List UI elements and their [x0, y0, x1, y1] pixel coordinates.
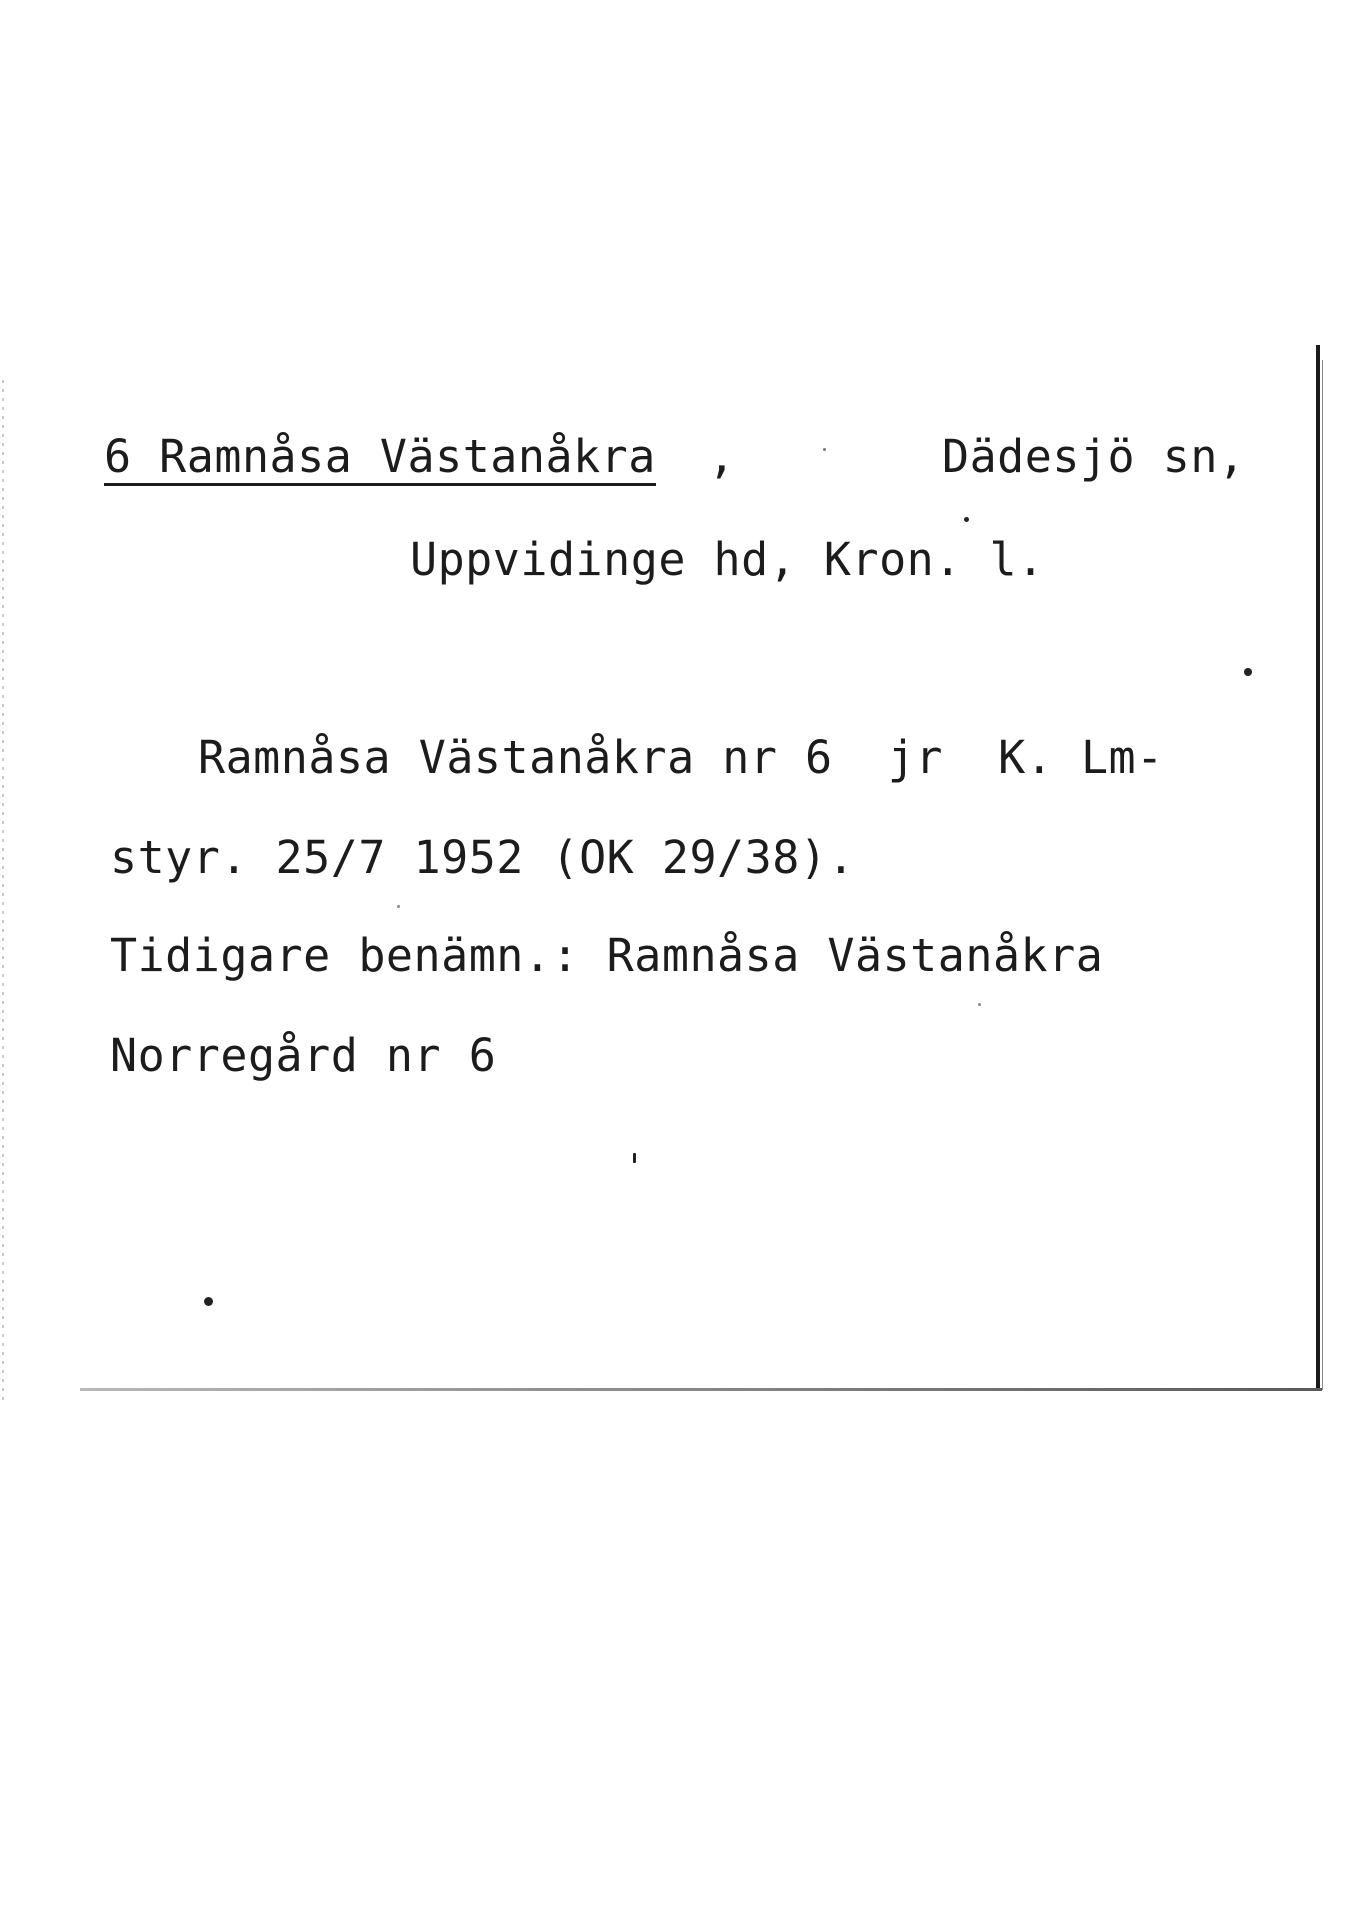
district-county-line: Uppvidinge hd, Kron. l.: [410, 533, 1045, 586]
card-right-edge-shadow: [1322, 360, 1323, 1390]
body-line-1: Ramnåsa Västanåkra nr 6 jr K. Lm-: [198, 731, 1164, 784]
body-line-4: Norregård nr 6: [110, 1029, 497, 1082]
ink-speck: [397, 905, 400, 908]
ink-speck: [204, 1297, 213, 1306]
ink-speck: [964, 517, 969, 522]
card-right-edge: [1316, 345, 1320, 1390]
body-line-2: styr. 25/7 1952 (OK 29/38).: [110, 831, 855, 884]
parish-name: Dädesjö sn,: [942, 430, 1246, 483]
place-name-comma: ,: [708, 430, 736, 483]
card-bottom-edge: [80, 1388, 1322, 1391]
place-name-heading: 6 Ramnåsa Västanåkra: [104, 434, 656, 486]
body-line-3: Tidigare benämn.: Ramnåsa Västanåkra: [110, 929, 1104, 982]
ink-speck: [633, 1153, 636, 1163]
ink-speck: [1244, 668, 1252, 676]
ink-speck: [978, 1003, 981, 1006]
card-left-edge: [2, 380, 4, 1400]
ink-speck: [823, 448, 826, 451]
